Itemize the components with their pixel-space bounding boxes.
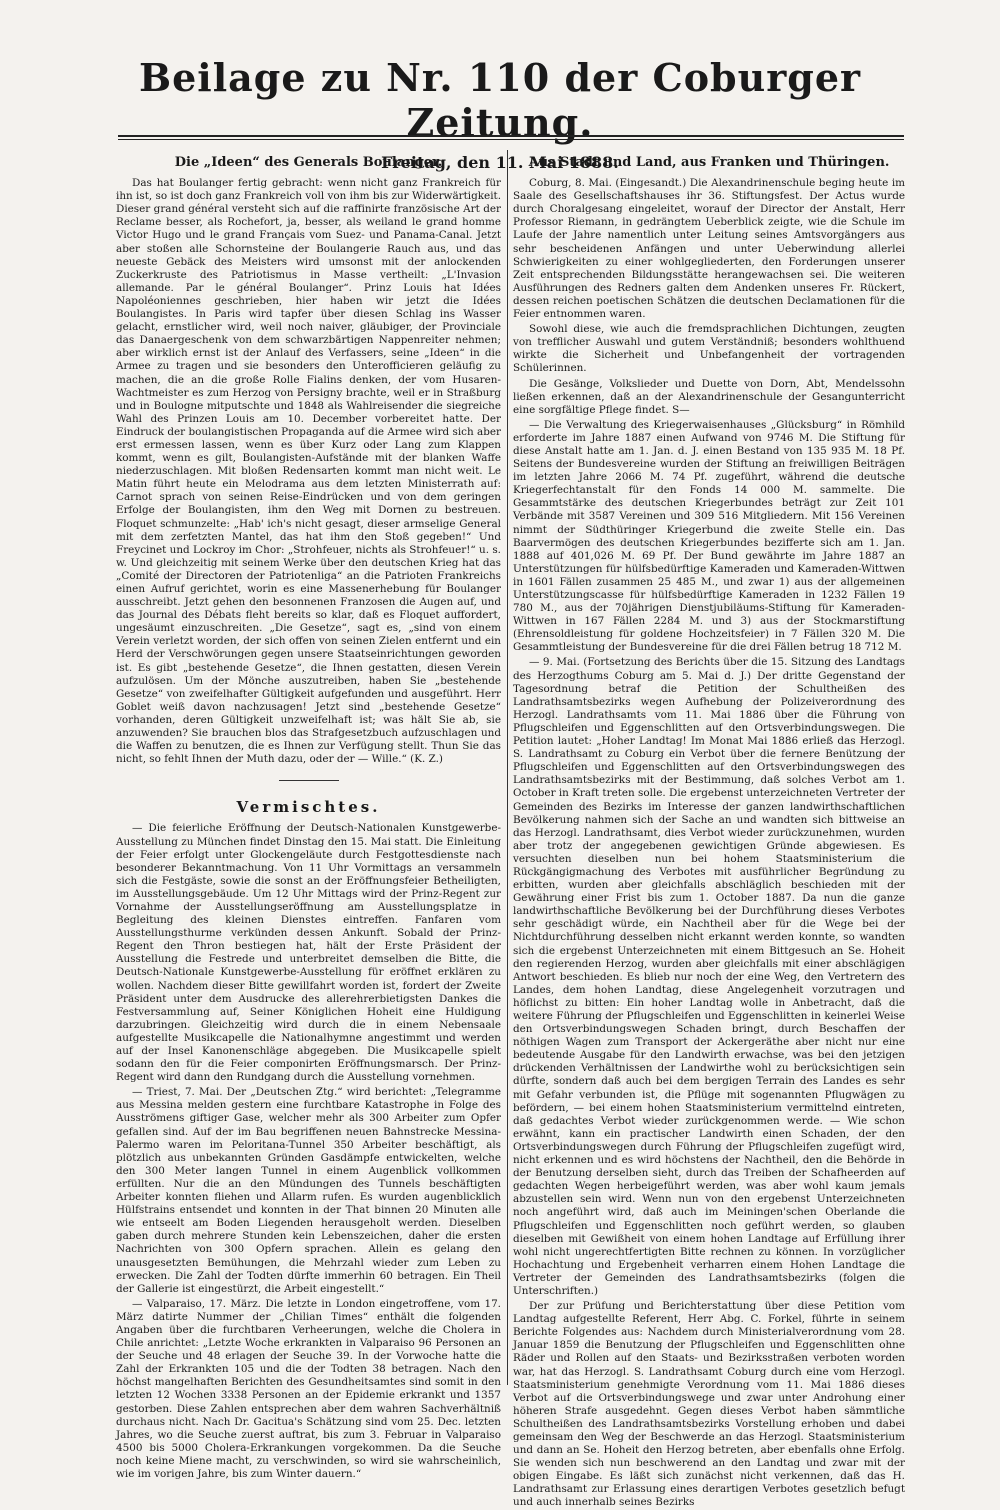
article-heading-boulanger: Die „Ideen“ des Generals Boulanger. [174, 155, 443, 170]
header-rule [118, 135, 904, 137]
paragraph-dichtungen: Sowohl diese, wie auch die fremdsprachlichen Dichtungen, zeugten von trefflicher Auswahl und gutem Verständniß; besonders wohlthuend wirkte die Sicherheit und Unbefangenheit der vortragenden Schülerinnen. [513, 323, 905, 375]
paragraph-landtag-petition: — 9. Mai. (Fortsetzung des Berichts über die 15. Sitzung des Landtags des Herzogthums Coburg am 5. Mai d. J.) Der dritte Gegenstand der Tagesordnung betraf die Petition der Schultheißen des Landrathsamtsbezirks wegen Aufhebung der Polizeiverordnung des Herzogl. Landrathsamts vom 11. Mai 1886 über die Führung von Pflugschleifen und Eggenschlitten auf den Ortsverbindungswegen. Die Petition lautet: „Hoher Landtag! Im Monat Mai 1886 erließ das Herzogl. S. Landrathsamt zu Coburg ein Verbot über die fernere Benützung der Pflugschleifen und Eggenschlitten auf den Ortsverbindungswegen des Landrathsamtsbezirks mit der Bestimmung, daß solches Verbot am 1. October in Kraft treten solle. Die ergebenst unterzeichneten Vertreter der Gemeinden des Bezirks im Interesse der ganzen landwirthschaftlichen Bevölkerung nahmen sich der Sache an und wandten sich bittweise an das Herzogl. Landrathsamt, dies Verbot wieder zurückzunehmen, wurden aber trotz der angegebenen gewichtigen Gründe abgewiesen. Es versuchten dieselben nun bei hohem Staatsministerium die Rückgängigmachung des Verbotes mit ausführlicher Begründung zu erbitten, wurden aber gleichfalls abschläglich beschieden mit der Gewährung einer Frist bis zum 1. October 1887. Da nun die ganze landwirthschaftliche Bevölkerung bei der Durchführung dieses Verbotes sehr geschädigt würde, ein Nachtheil aber für die Wege bei der Nichtdurchführung desselben nicht erkannt werden konnte, so wandten sich die ergebenst Unterzeichneten mit einem Bittgesuch an Se. Hoheit den regierenden Herzog, wurden aber gleichfalls mit einer abschlägigen Antwort beschieden. Es blieb nur noch der eine Weg, den Vertretern des Landes, dem hohen Landtag, diese Angelegenheit vorzutragen und höflichst zu bitten: Ein hoher Landtag wolle in Anbetracht, daß die weitere Führung der Pflugschleifen und Eggenschlitten in keinerlei Weise den Ortsverbindungswegen Schaden bringt, durch Beschaffen der nöthigen Wagen zum Transport der Ackergeräthe aber nicht nur eine bedeutende Ausgabe für den Landwirth erwachse, was bei den jetzigen drückenden Verhältnissen der Landwirthe wohl zu berücksichtigen sein dürfte, sondern daß auch bei dem bergigen Terrain des Landes es sehr mit Gefahr verbunden ist, die Pflüge mit sogenannten Pflugwägen zu befördern, — bei einem hohen Staatsministerium vermittelnd eintreten, daß gedachtes Verbot wieder zurückgenommen werde. — Wie schon erwähnt, kann ein practischer Landwirth einen Schaden, der den Ortsverbindungswegen durch Führung der Pflugschleifen zugefügt wird, nicht erkennen und es wird höchstens der Nachtheil, den die Behörde in der Benutzung derselben sieht, durch das Treiben der Schafheerden auf gedachten Wegen herbeigeführt werden, was aber wohl kaum jemals abzustellen sein wird. Wenn nun von den ergebenst Unterzeichneten noch angeführt wird, daß auch im Meiningen'schen Oberlande die Pflugschleifen und Eggenschlitten noch geführt werden, so glauben dieselben mit Gewißheit von einem hohen Landtage auf Erfüllung ihrer wohl nicht ungerechtfertigten Bitte rechnen zu können. In vorzüglicher Hochachtung und Ergebenheit verharren einem Hohen Landtage die Vertreter der Gemeinden des Landrathsamtsbezirks (folgen die Unterschriften.) [513, 656, 905, 1297]
issue-date: Freitag, den 11. Mai 1888. [381, 153, 619, 172]
vermischtes-paragraph-valparaiso: — Valparaiso, 17. März. Die letzte in London eingetroffene, vom 17. März datirte Nummer der „Chilian Times“ enthält die folgenden Angaben über die furchtbaren Verheerungen, welche die Cholera in Chile anrichtet: „Letzte Woche erkrankten in Valparaiso 96 Personen an der Seuche und 48 erlagen der Seuche 39. In der Vorwoche hatte die Zahl der Erkrankten 105 und die der Todten 38 betragen. Nach den höchst mangelhaften Berichten des Gesundheitsamtes sind somit in den letzten 12 Wochen 3338 Personen an der Epidemie erkrankt und 1357 gestorben. Diese Zahlen entsprechen aber dem wahren Sachverhältniß durchaus nicht. Nach Dr. Gacitua's Schätzung sind vom 25. Dec. letzten Jahres, wo die Seuche zuerst auftrat, bis zum 3. Februar in Valparaiso 4500 bis 5000 Cholera-Erkrankungen vorgekommen. Da die Seuche noch keine Miene macht, zu verschwinden, so wird sie wahrscheinlich, wie im vorigen Jahre, bis zum Winter dauern.“ [116, 1297, 501, 1480]
article-heading-stadt-land: Aus Stadt und Land, aus Franken und Thüringen. [528, 155, 890, 170]
header-rule-thin [118, 139, 904, 140]
right-column [513, 150, 905, 1509]
newspaper-title: Beilage zu Nr. 110 der Coburger Zeitung. [138, 55, 862, 145]
vermischtes-paragraph-muenchen: — Die feierliche Eröffnung der Deutsch-Nationalen Kunstgewerbe-Ausstellung zu München findet Dinstag den 15. Mai statt. Die Einleitung der Feier erfolgt unter Glockengeläute durch Festgottesdienste nach besonderer Bekanntmachung. Von 11 Uhr Vormittags an versammeln sich die Festgäste, sowie die sonst an der Eröffnungsfeier Betheiligten, im Ausstellungsgebäude. Um 12 Uhr Mittags wird der Prinz-Regent zur Vornahme der Ausstellungseröffnung am Ausstellungsplatze in Begleitung des kleinen Dienstes eintreffen. Fanfaren vom Ausstellungsthurme verkünden dessen Ankunft. Sobald der Prinz-Regent den Thron bestiegen hat, hält der Erste Präsident der Ausstellung die Festrede und unterbreitet demselben die Bitte, die Deutsch-Nationale Kunstgewerbe-Ausstellung für eröffnet erklären zu wollen. Nachdem dieser Bitte gewillfahrt worden ist, fordert der Zweite Präsident unter dem Ausdrucke des allerehrerbietigsten Dankes die Festversammlung auf, Seiner Königlichen Hoheit eine Huldigung darzubringen. Gleichzeitig wird durch die in einem Nebensaale aufgestellte Musikcapelle die Nationalhymne angestimmt und werden auf der Insel Kanonenschläge abgegeben. Die Musikcapelle spielt sodann den für die Feier componirten Eröffnungsmarsch. Der Prinz-Regent wird dann den Rundgang durch die Ausstellung vornehmen. [116, 822, 501, 1084]
paragraph-gesaenge: Die Gesänge, Volkslieder und Duette von Dorn, Abt, Mendelssohn ließen erkennen, daß an der Alexandrinenschule der Gesangunterricht eine sorgfältige Pflege findet. S— [513, 377, 905, 416]
article-separator [279, 780, 339, 781]
column-divider [507, 150, 508, 1385]
article-heading-vermischtes: Vermischtes. [236, 798, 381, 817]
left-column [116, 150, 501, 1480]
vermischtes-paragraph-triest: — Triest, 7. Mai. Der „Deutschen Ztg.“ wird berichtet: „Telegramme aus Messina melden gestern eine furchtbare Katastrophe in Folge des Ausströmens giftiger Gase, welcher mehr als 300 Arbeiter zum Opfer gefallen sind. Auf der im Bau begriffenen neuen Bahnstrecke Messina-Palermo waren im Peloritana-Tunnel 350 Arbeiter beschäftigt, als plötzlich aus unbekannten Gründen Gasdämpfe entwickelten, welche den 300 Meter langen Tunnel in einem Augenblick vollkommen erfüllten. Nur die an den Mündungen des Tunnels beschäftigten Arbeiter konnten fliehen und Allarm rufen. Es wurden augenblicklich Hülfstrains entsendet und konnten in der That binnen 20 Minuten alle wie entseelt am Boden Liegenden herausgeholt werden. Dieselben gaben durch mehrere Stunden kein Lebenszeichen, daher die ersten Nachrichten von 300 Opfern sprachen. Allein es gelang den unausgesetzten Bemühungen, die Mehrzahl wieder zum Leben zu erwecken. Die Zahl der Todten dürfte immerhin 60 betragen. Ein Theil der Gallerie ist eingestürzt, die Arbeit eingestellt.“ [116, 1086, 501, 1295]
article-body-boulanger: Das hat Boulanger fertig gebracht: wenn nicht ganz Frankreich für ihn ist, so ist doch ganz Frankreich voll von ihm bis zur Widerwärtigkeit. Dieser grand général versteht sich auf die raffinirte französische Art der Reclame besser, als Rochefort, ja, besser, als weiland le grand homme Victor Hugo und le grand Français vom Suez- und Panama-Canal. Jetzt aber stoßen alle Schornsteine der Boulangerie Rauch aus, und das neueste Gebäck des Meisters wird umsonst mit der anlockenden Zuckerkruste des Patriotismus in Masse vertheilt: „L'Invasion allemande. Par le général Boulanger“. Prinz Louis hat Idées Napoléoniennes geschrieben, hier haben wir jetzt die Idées Boulangistes. In Paris wird tapfer über diesen Schlag ins Wasser gelacht, ernstlicher wird, weil noch naiver, gläubiger, der Provinciale das Danaergeschenk von dem schwarzbärtigen Nappenreiter nehmen; aber wirklich ernst ist der Anlauf des Verfassers, seine „Ideen“ in die Armee zu tragen und sie besonders den Unterofficieren geläufig zu machen, die an die große Rolle Fialins denken, der vom Husaren-Wachtmeister es zum Herzog von Persigny brachte, weil er in Straßburg und in Boulogne mitputschte und 1848 als Wahlreisender die siegreiche Wahl des Prinzen Louis am 10. December vorbereitet hatte. Der Eindruck der boulangistischen Propaganda auf die Armee wird sich aber erst ermessen lassen, wenn es über Kurz oder Lang zum Klappen kommt, wenn es gilt, Boulangisten-Aufstände mit der blanken Waffe niederzuschlagen. Mit bloßen Redensarten kommt man nicht weit. Le Matin führt heute ein Melodrama aus dem letzten Ministerrath auf: Carnot sprach von seinen Reise-Eindrücken und von dem geringen Erfolge der Boulangisten, ihm den Weg mit Dornen zu bestreuen. Floquet schmunzelte: „Hab' ich's nicht gesagt, dieser armselige General mit dem zerfetzten Mantel, das hat ihm den Stoß gegeben!“ Und Freycinet und Lockroy im Chor: „Strohfeuer, nichts als Strohfeuer!“ u. s. w. Und gleichzeitig mit seinem Werke über den deutschen Krieg hat das „Comité der Directoren der Patriotenliga“ an die Patrioten Frankreichs einen Aufruf gerichtet, worin es eine Massenerhebung für Boulanger ausschreibt. Jetzt gehen den besonnenen Franzosen die Augen auf, und das Journal des Débats fleht bereits so klar, daß es Floquet auffordert, ungesäumt einzuschreiten. „Die Gesetze“, sagt es, „sind von einem Verein verletzt worden, der sich offen von seinen Zielen entfernt und ein Herd der Verschwörungen gegen unsere Staatseinrichtungen geworden ist. Es gibt „bestehende Gesetze“, die Ihnen gestatten, diesen Verein aufzulösen. Um der Mönche auszutreiben, haben Sie „bestehende Gesetze“ von zweifelhafter Gültigkeit aufgefunden und ausgeführt. Herr Goblet weiß davon nachzusagen! Jetzt sind „bestehende Gesetze“ vorhanden, deren Gültigkeit unzweifelhaft ist; was hält Sie ab, sie anzuwenden? Sie brauchen blos das Strafgesetzbuch aufzuschlagen und die Waffen zu benutzen, die es Ihnen zur Verfügung stellt. Thun Sie das nicht, so fehlt Ihnen der Muth dazu, oder der — Wille.“ (K. Z.) [116, 177, 501, 766]
paragraph-referent-bericht: Der zur Prüfung und Berichterstattung über diese Petition vom Landtag aufgestellte Referent, Herr Abg. C. Forkel, führte in seinem Berichte Folgendes aus: Nachdem durch Ministerialverordnung vom 28. Januar 1859 die Benutzung der Pflugschleifen und Eggenschlitten ohne Räder und Rollen auf den Staats- und Bezirksstraßen verboten worden war, hat das Herzogl. S. Landrathsamt Coburg durch eine vom Herzogl. Staatsministerium genehmigte Verordnung vom 11. Mai 1886 dieses Verbot auf die Ortsverbindungswege und zwar unter Androhung einer höheren Strafe ausgedehnt. Gegen dieses Verbot haben sämmtliche Schultheißen des Landrathsamtsbezirks Vorstellung erhoben und dabei gemeinsam den Weg der Beschwerde an das Herzogl. Staatsministerium und dann an Se. Hoheit den Herzog betreten, aber ebenfalls ohne Erfolg. Sie wenden sich nun beschwerend an den Landtag und zwar mit der obigen Eingabe. Es läßt sich zunächst nicht verkennen, daß das H. Landrathsamt zur Erlassung eines derartigen Verbotes gesetzlich befugt und auch innerhalb seines Bezirks [513, 1300, 905, 1509]
paragraph-alexandrinenschule: Coburg, 8. Mai. (Eingesandt.) Die Alexandrinenschule beging heute im Saale des Gesellschaftshauses ihr 36. Stiftungsfest. Der Actus wurde durch Choralgesang eingeleitet, worauf der Director der Anstalt, Herr Professor Riemann, in gedrängtem Ueberblick zeigte, wie die Schule im Laufe der Jahre namentlich unter Leitung seines Amtsvorgängers aus sehr bescheidenen Anfängen und unter Ueberwindung allerlei Schwierigkeiten zu einer wohlgegliederten, den Forderungen unserer Zeit entsprechenden Bildungsstätte herangewachsen sei. Die weiteren Ausführungen des Redners galten dem Andenken unseres Fr. Rückert, dessen reichen poetischen Schätzen die deutschen Declamationen für die Feier entnommen waren. [513, 177, 905, 321]
paragraph-kriegerwaisenhaus: — Die Verwaltung des Kriegerwaisenhauses „Glücksburg“ in Römhild erforderte im Jahre 1887 einen Aufwand von 9746 M. Die Stiftung für diese Anstalt hatte am 1. Jan. d. J. einen Bestand von 135 935 M. 18 Pf. Seitens der Bundesvereine wurden der Stiftung an freiwilligen Beiträgen im letzten Jahre 2066 M. 74 Pf. zugeführt, während die deutsche Kriegerfechtanstalt für den Fonds 14 000 M. sammelte. Die Gesammtstärke des deutschen Kriegerbundes beträgt zur Zeit 101 Verbände mit 3587 Vereinen und 309 516 Mitgliedern. Mit 156 Vereinen nimmt der Südthüringer Kriegerbund die zweite Stelle ein. Das Baarvermögen des deutschen Kriegerbundes bezifferte sich am 1. Jan. 1888 auf 401,026 M. 69 Pf. Der Bund gewährte im Jahre 1887 an Unterstützungen für hülfsbedürftige Kameraden und Kameraden-Wittwen in 1601 Fällen zusammen 25 485 M., und zwar 1) aus der allgemeinen Unterstützungscasse für hülfsbedürftige Kameraden in 1232 Fällen 19 780 M., aus der 70jährigen Dienstjubiläums-Stiftung für Kameraden-Wittwen in 167 Fällen 2284 M. und 3) aus der Stockmarstiftung (Ehrensoldleistung für goldene Hochzeitsfeier) in 7 Fällen 320 M. Die Gesammtleistung der Bundesvereine für die drei Fällen betrug 18 712 M. [513, 418, 905, 654]
